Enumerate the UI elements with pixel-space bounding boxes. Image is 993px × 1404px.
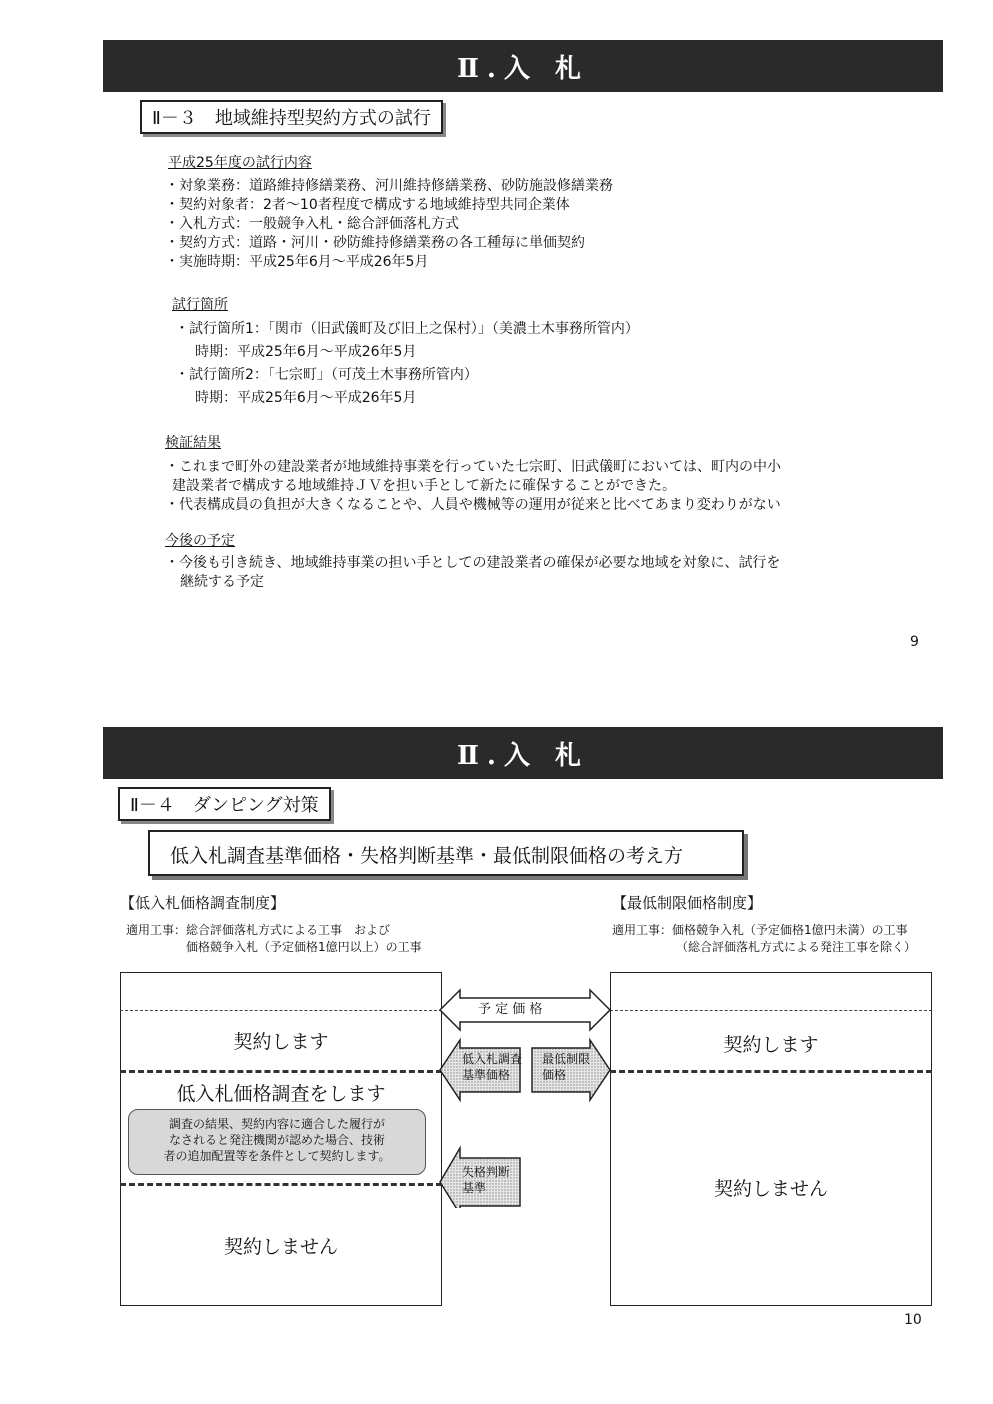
block2-heading: 試行箇所 — [172, 297, 228, 313]
page1-banner — [103, 40, 943, 92]
concept-title-box — [148, 830, 744, 876]
low-bid-label-2: 基準価格 — [462, 1068, 511, 1082]
yotei-label: 予 定 価 格 — [478, 1002, 543, 1017]
concept-title: 低入札調査基準価格・失格判断基準・最低制限価格の考え方 — [170, 845, 684, 867]
block2-line: 時期：平成25年6月～平成26年5月 — [195, 344, 417, 360]
page-number: 9 — [910, 634, 919, 650]
page-number: 10 — [904, 1312, 922, 1328]
min-limit-label-2: 価格 — [542, 1068, 567, 1082]
right-yotei-line — [610, 1010, 932, 1011]
left-disqualify-line — [120, 1183, 442, 1186]
block2-line: ・試行箇所1：「関市（旧武儀町及び旧上之保村）」（美濃土木事務所管内） — [175, 321, 639, 337]
right-panel — [610, 972, 932, 1306]
block4-line: 継続する予定 — [180, 574, 264, 590]
left-note-1: 適用工事：総合評価落札方式による工事 および — [126, 923, 391, 937]
block2-line: 時期：平成25年6月～平成26年5月 — [195, 390, 417, 406]
block3-heading: 検証結果 — [165, 435, 221, 451]
block4-heading: 今後の予定 — [165, 533, 235, 549]
block1-line: ・入札方式：一般競争入札・総合評価落札方式 — [165, 216, 459, 232]
right-contract-label: 契約します — [723, 1034, 819, 1056]
block3-line: 建設業者で構成する地域維持ＪＶを担い手として新たに確保することができた。 — [172, 478, 676, 494]
left-no-contract-label: 契約しません — [223, 1236, 338, 1258]
block1-line: ・契約方式：道路・河川・砂防維持修繕業務の各工種毎に単価契約 — [165, 235, 585, 251]
right-no-contract-label: 契約しません — [713, 1178, 828, 1200]
disqualify-label-1: 失格判断 — [462, 1165, 511, 1179]
left-lowbid-line — [120, 1070, 442, 1073]
min-limit-label-1: 最低制限 — [542, 1052, 591, 1066]
low-bid-label-1: 低入札調査 — [462, 1052, 523, 1066]
investigation-note-line: なされると発注機関が認めた場合、技術 — [168, 1133, 385, 1147]
block1-line: ・契約対象者：2者～10者程度で構成する地域維持型共同企業体 — [165, 197, 570, 213]
block3-line: ・これまで町外の建設業者が地域維持事業を行っていた七宗町、旧武儀町においては、町内の中小 — [165, 459, 781, 475]
block1-heading: 平成25年度の試行内容 — [168, 155, 312, 171]
right-note-1: 適用工事：価格競争入札（予定価格1億円未満）の工事 — [612, 923, 908, 937]
page1-banner-title: Ⅱ.入 札 — [456, 54, 590, 84]
right-minlimit-line — [610, 1070, 932, 1073]
right-note-2: （総合評価落札方式による発注工事を除く） — [676, 940, 917, 954]
investigation-note-line: 者の追加配置等を条件として契約します。 — [163, 1149, 391, 1163]
investigation-note-box — [128, 1109, 426, 1175]
block2-line: ・試行箇所2：「七宗町」（可茂土木事務所管内） — [175, 367, 478, 383]
block4-line: ・今後も引き続き、地域維持事業の担い手としての建設業者の確保が必要な地域を対象に、試行を — [165, 555, 781, 571]
page2-section-title: Ⅱ－４ ダンピング対策 — [118, 787, 331, 821]
left-note-2: 価格競争入札（予定価格1億円以上）の工事 — [186, 940, 422, 954]
left-investigate-label: 低入札価格調査をします — [176, 1083, 386, 1105]
left-yotei-line — [120, 1010, 442, 1011]
block3-line: ・代表構成員の負担が大きくなることや、人員や機械等の運用が従来と比べてあまり変わりがない — [165, 497, 781, 513]
investigation-note-line: 調査の結果、契約内容に適合した履行が — [168, 1117, 385, 1131]
page2-banner-title: Ⅱ.入 札 — [456, 741, 590, 771]
left-system-title: 【低入札価格調査制度】 — [120, 894, 286, 912]
block1-line: ・対象業務：道路維持修繕業務、河川維持修繕業務、砂防施設修繕業務 — [165, 178, 613, 194]
disqualify-label-2: 基準 — [462, 1181, 487, 1195]
left-contract-label: 契約します — [233, 1031, 329, 1053]
page1-section-title: Ⅱ－３ 地域維持型契約方式の試行 — [140, 100, 443, 134]
page2-banner — [103, 727, 943, 779]
block1-line: ・実施時期：平成25年6月～平成26年5月 — [165, 254, 429, 270]
right-system-title: 【最低制限価格制度】 — [612, 894, 763, 912]
